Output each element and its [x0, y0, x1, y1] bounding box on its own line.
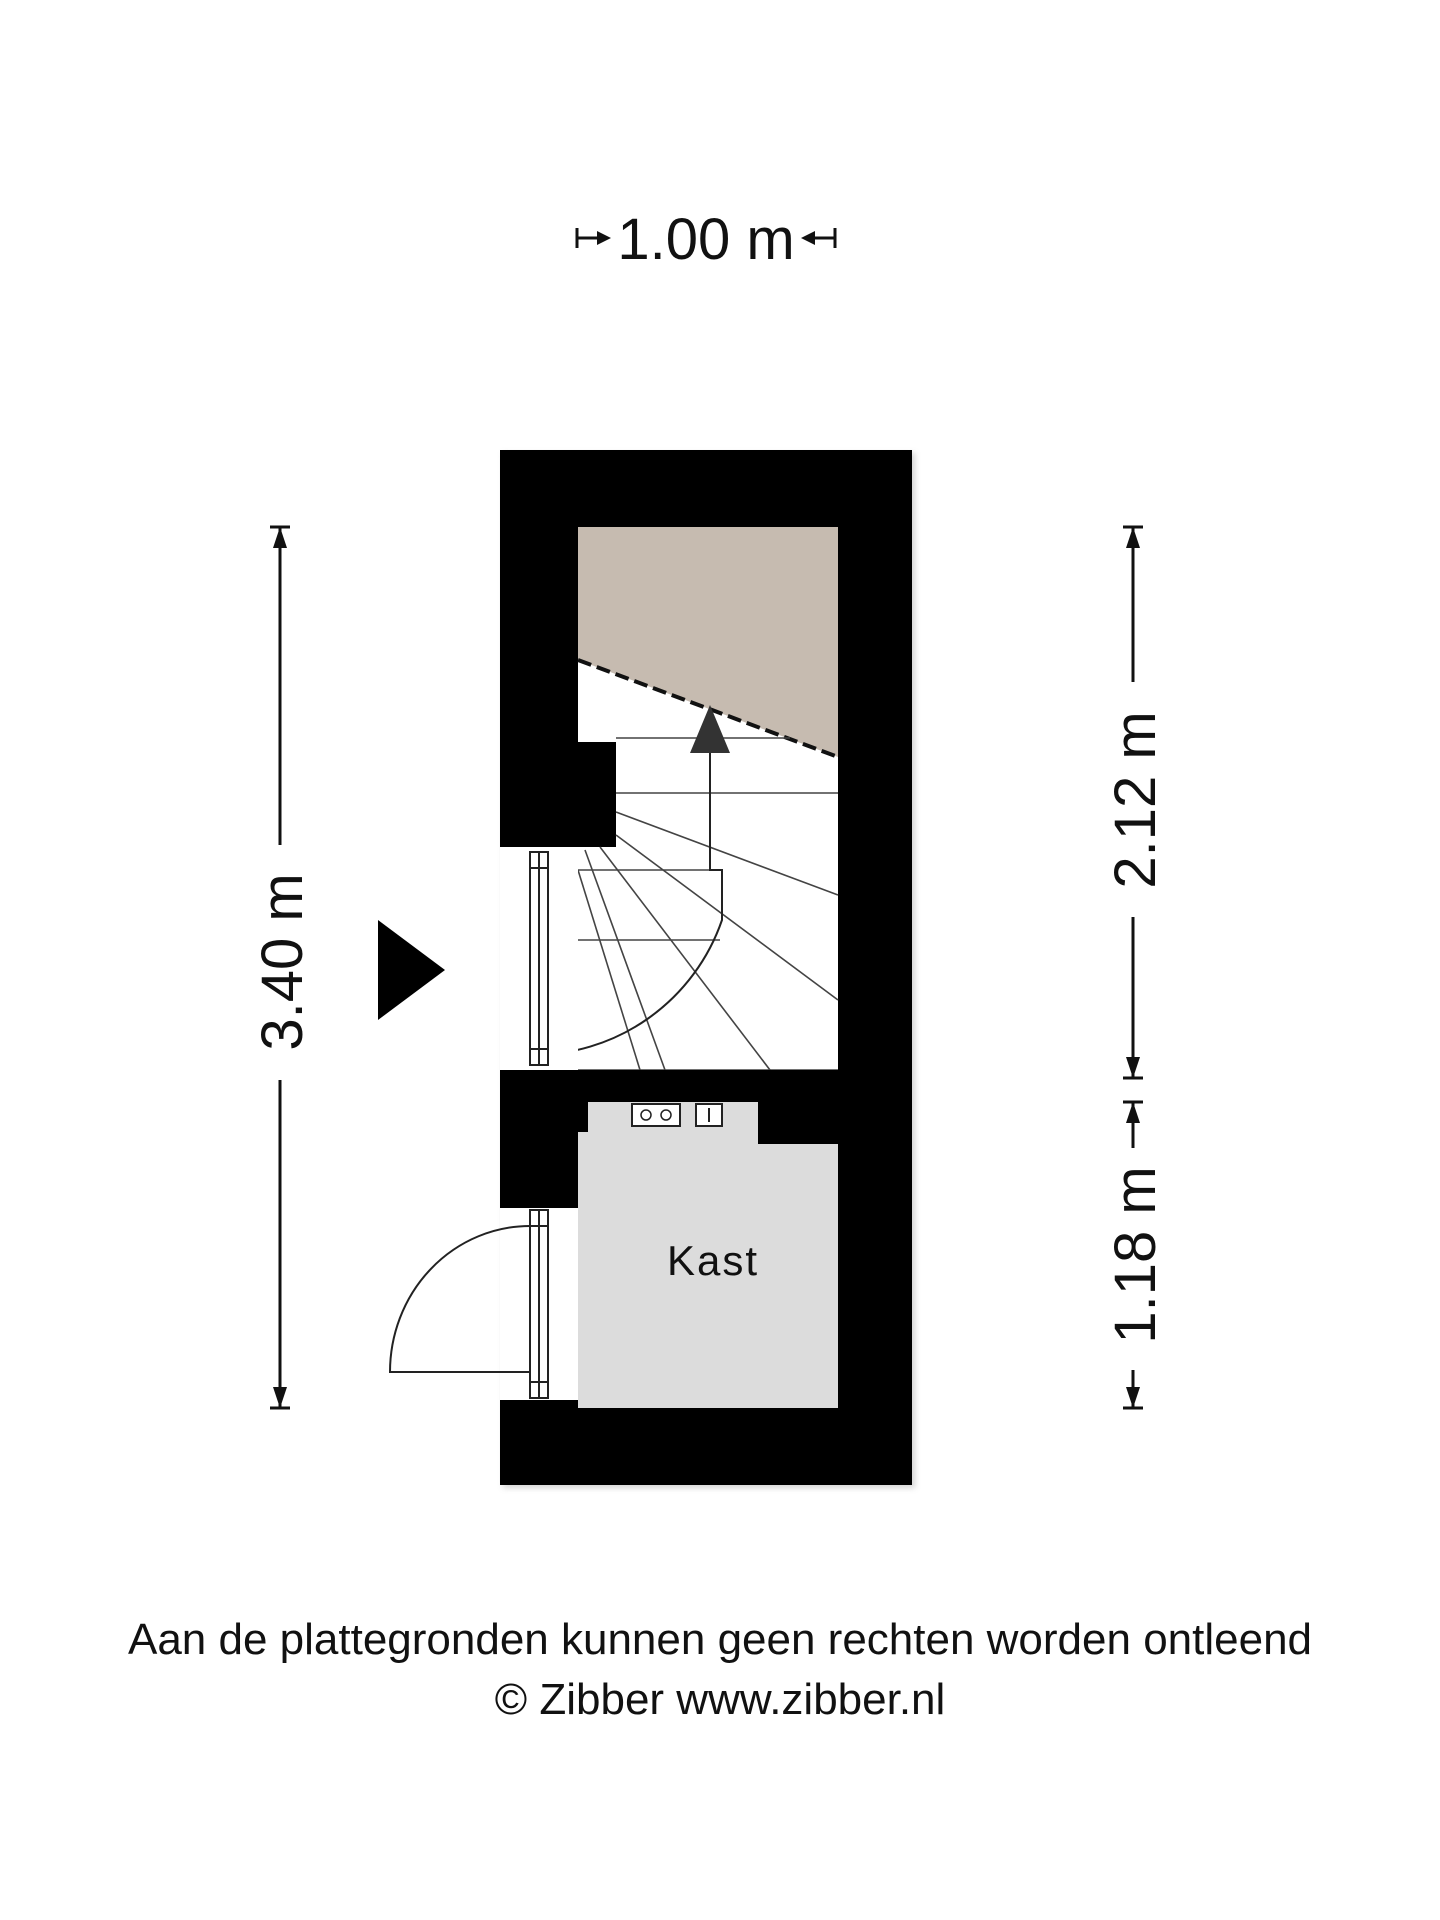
dimension-height-upper — [1103, 527, 1168, 1078]
closet-wall-right — [758, 1102, 838, 1144]
dimension-height-total — [250, 527, 315, 1408]
copyright: © Zibber www.zibber.nl — [494, 1675, 946, 1724]
room-kast-label: Kast — [666, 1237, 760, 1284]
meter-icon — [632, 1104, 722, 1126]
dimension-height-lower-label: 1.18 m — [1103, 1166, 1168, 1344]
dimension-width-label: 1.00 m — [617, 207, 795, 272]
dimension-height-lower — [1103, 1102, 1168, 1408]
entrance-arrow-icon — [378, 920, 445, 1020]
wall-post — [578, 742, 616, 847]
dimension-height-total-label: 3.40 m — [250, 873, 315, 1051]
dimension-height-upper-label: 2.12 m — [1103, 711, 1168, 889]
partition-wall — [500, 1070, 838, 1102]
closet-wall-left — [578, 1102, 588, 1132]
dimension-width — [577, 207, 835, 272]
disclaimer: Aan de plattegronden kunnen geen rechten worden ontleend — [127, 1615, 1313, 1664]
